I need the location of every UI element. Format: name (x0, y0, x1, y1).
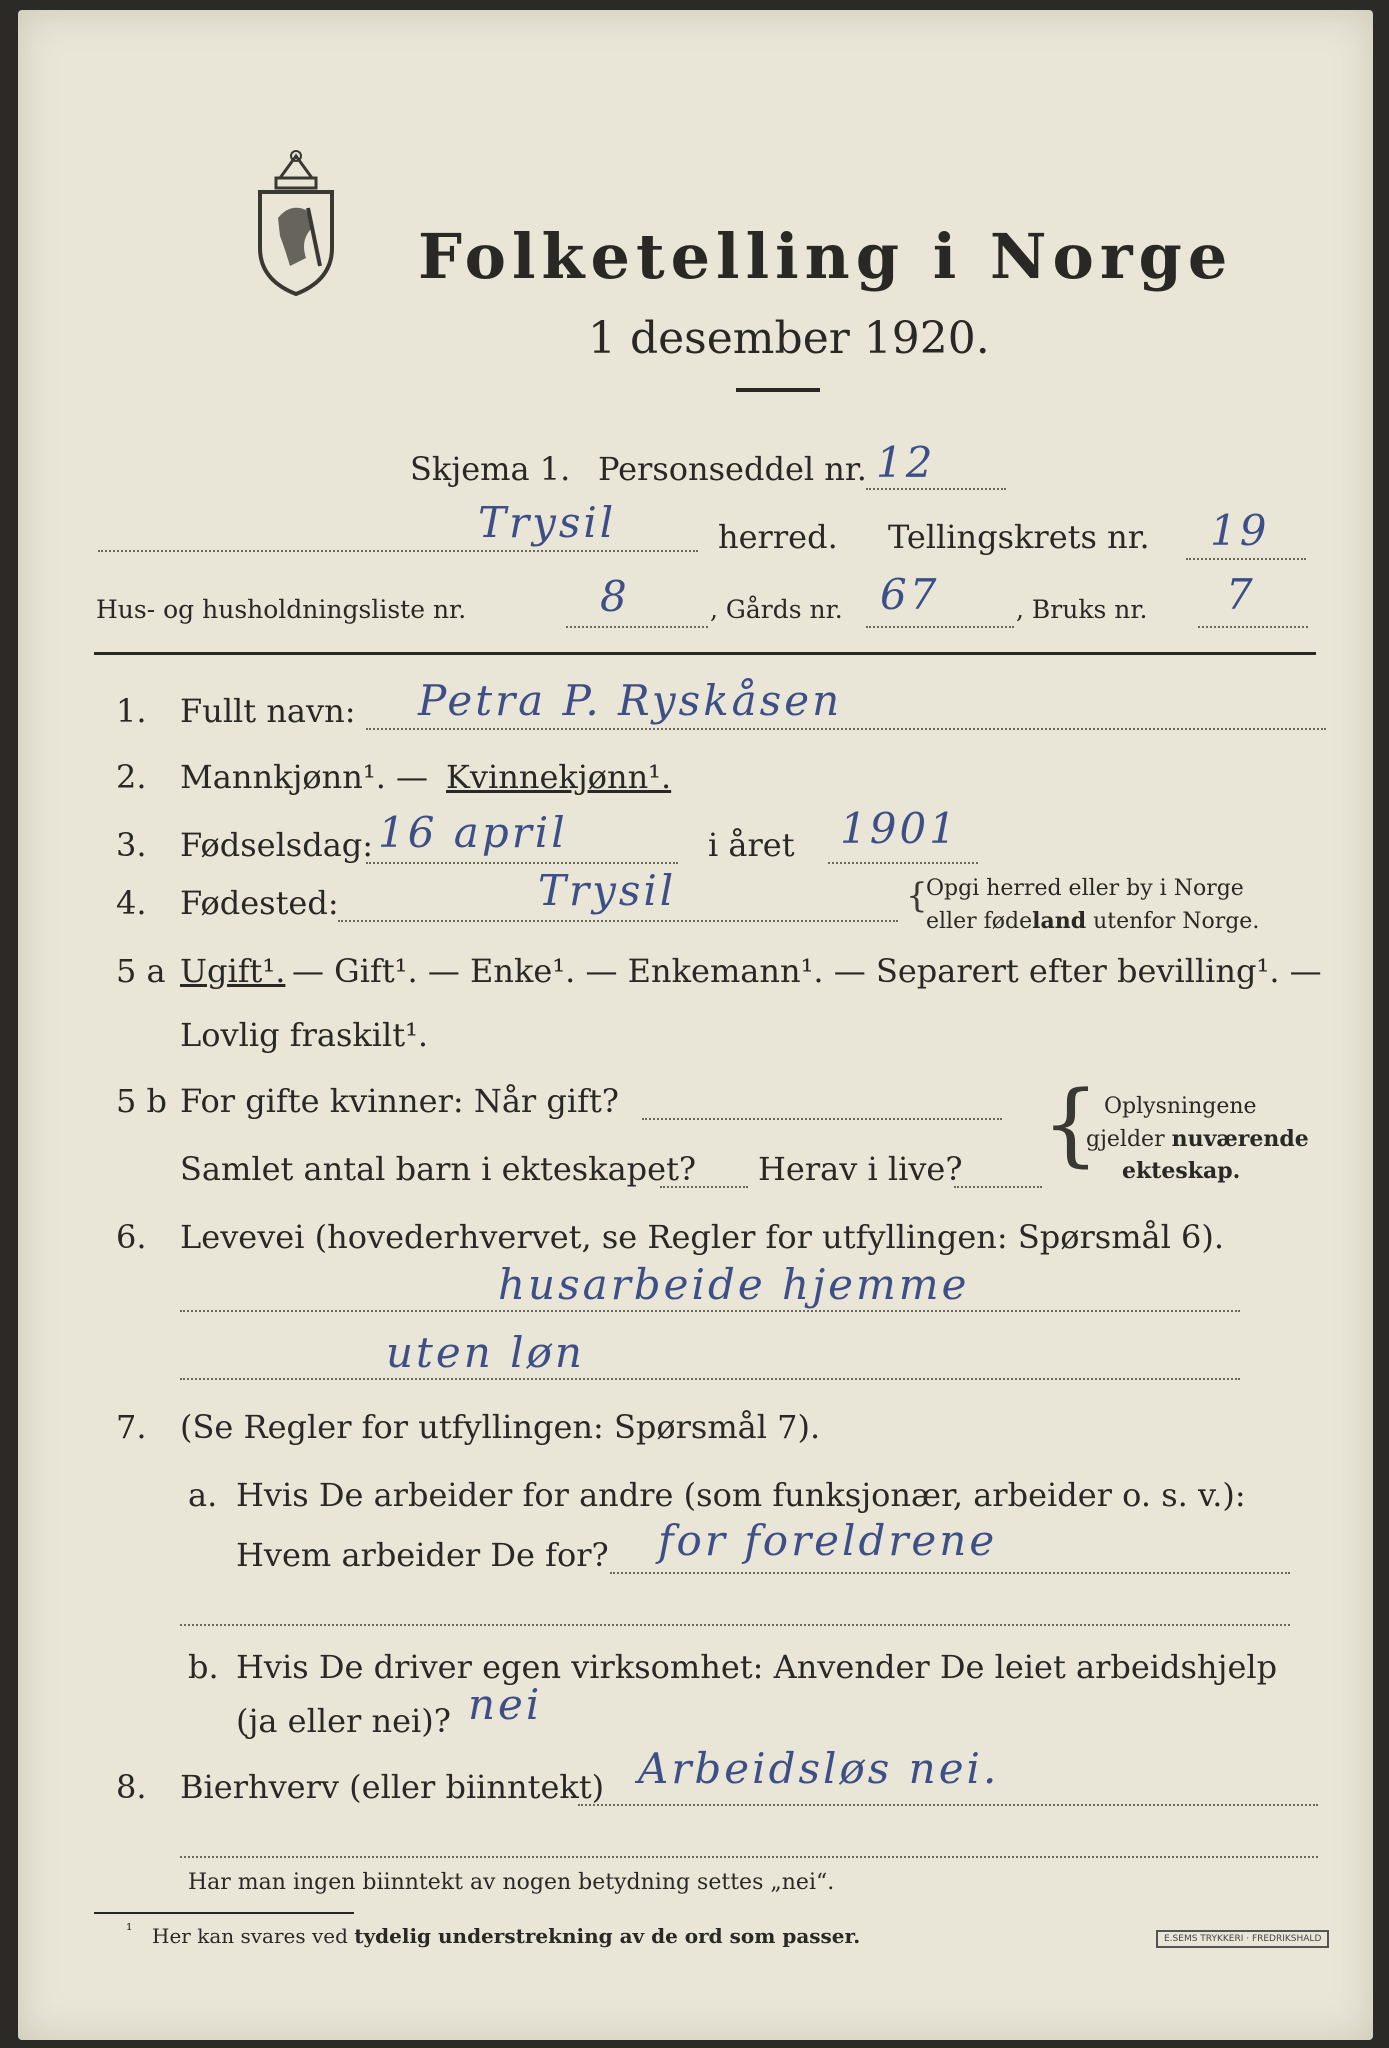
personseddel-value: 12 (876, 438, 936, 487)
q5a-option-ugift: Ugift¹. (180, 952, 286, 990)
q4-line (338, 920, 898, 922)
q5a-options: — Gift¹. — Enke¹. — Enkemann¹. — Separert efter bevilling¹. — (292, 952, 1322, 990)
q5b-note-line3: ekteskap. (1122, 1158, 1241, 1184)
tellingskrets-label: Tellingskrets nr. (888, 518, 1150, 556)
personseddel-line (866, 488, 1006, 490)
q3-year-value: 1901 (840, 804, 959, 853)
q3-year-label: i året (708, 826, 795, 864)
q6-line1 (180, 1310, 1240, 1312)
q5b-line (642, 1118, 1002, 1120)
header-rule (94, 652, 1316, 655)
personseddel-label: Personseddel nr. (598, 450, 867, 488)
q5b-brace: { (1042, 1072, 1100, 1177)
q3-line (366, 862, 678, 864)
gards-value: 67 (880, 570, 940, 619)
q7-number: 7. (116, 1408, 147, 1446)
q5b-number: 5 b (116, 1082, 168, 1120)
gards-line (866, 626, 1014, 628)
q3-value: 16 april (378, 808, 568, 857)
q5b-label: For gifte kvinner: Når gift? (180, 1082, 619, 1120)
census-form (18, 10, 1373, 2040)
biinntekt-note: Har man ingen biinntekt av nogen betydning settes „nei“. (188, 1870, 835, 1895)
q6-value-line2: uten løn (386, 1328, 585, 1377)
q2-option-female: Kvinnekjønn¹. (446, 758, 672, 796)
q3-label: Fødselsdag: (180, 826, 374, 864)
q6-line2 (180, 1378, 1240, 1380)
q6-value-line1: husarbeide hjemme (498, 1260, 970, 1309)
q1-value: Petra P. Ryskåsen (418, 676, 843, 725)
q5b-children-line (660, 1186, 748, 1188)
q4-number: 4. (116, 884, 147, 922)
bruks-label: , Bruks nr. (1016, 595, 1148, 624)
q4-label: Fødested: (180, 884, 339, 922)
footnote-rule (94, 1912, 354, 1914)
title-divider (736, 388, 820, 392)
skjema-label: Skjema 1. (410, 450, 571, 488)
q1-number: 1. (116, 692, 147, 730)
herred-line (98, 550, 698, 552)
q7a-who-label: Hvem arbeider De for? (236, 1536, 609, 1574)
q7-label: (Se Regler for utfyllingen: Spørsmål 7). (180, 1408, 821, 1446)
footnote-marker: ¹ (126, 1920, 133, 1939)
form-title: Folketelling i Norge (418, 220, 1234, 293)
q5a-number: 5 a (116, 952, 166, 990)
q8-label: Bierhverv (eller biinntekt) (180, 1768, 605, 1806)
q7a-number: a. (188, 1476, 218, 1514)
tellingskrets-value: 19 (1210, 506, 1270, 555)
bruks-value: 7 (1226, 570, 1256, 619)
hus-value: 8 (600, 572, 630, 621)
bruks-line (1198, 626, 1308, 628)
q4-value: Trysil (538, 866, 677, 915)
q8-number: 8. (116, 1768, 147, 1806)
herred-label: herred. (718, 518, 838, 556)
q7b-value: nei (468, 1680, 543, 1729)
q5b-alive-line (954, 1186, 1042, 1188)
q7a-line2 (180, 1624, 1290, 1626)
form-date: 1 desember 1920. (588, 313, 990, 364)
q1-line (366, 728, 1326, 730)
footnote-text: Her kan svares ved tydelig understrekning av de ord som passer. (152, 1924, 861, 1948)
q3-year-line (828, 862, 978, 864)
q5a-option-fraskilt: Lovlig fraskilt¹. (180, 1016, 429, 1054)
q4-brace: { (906, 876, 928, 916)
hus-line (566, 626, 708, 628)
q2-option-male: Mannkjønn¹. — (180, 758, 429, 796)
hus-label: Hus- og husholdningsliste nr. (96, 595, 467, 624)
q6-label: Levevei (hovederhvervet, se Regler for utfyllingen: Spørsmål 6). (180, 1218, 1225, 1256)
q4-note-line2: eller fødeland utenfor Norge. (926, 908, 1260, 934)
q4-note-line1: Opgi herred eller by i Norge (926, 876, 1244, 901)
q7b-label: Hvis De driver egen virksomhet: Anvender De leiet arbeidshjelp (236, 1648, 1278, 1686)
gards-label: , Gårds nr. (710, 595, 843, 624)
q8-line2 (180, 1856, 1318, 1858)
q2-number: 2. (116, 758, 147, 796)
q7a-label: Hvis De arbeider for andre (som funksjonær, arbeider o. s. v.): (236, 1476, 1246, 1514)
q5b-children-label: Samlet antal barn i ekteskapet? (180, 1150, 697, 1188)
q8-value: Arbeidsløs nei. (638, 1744, 1000, 1793)
q5b-note-line2: gjelder nuværende (1086, 1126, 1309, 1152)
q7a-line1 (610, 1572, 1290, 1574)
q8-line1 (578, 1804, 1318, 1806)
q5b-alive-label: Herav i live? (758, 1150, 963, 1188)
printer-stamp: E.SEMS TRYKKERI · FREDRIKSHALD (1156, 1930, 1329, 1948)
q3-number: 3. (116, 826, 147, 864)
q1-label: Fullt navn: (180, 692, 356, 730)
q7b-yesno-label: (ja eller nei)? (236, 1702, 451, 1740)
q6-number: 6. (116, 1218, 147, 1256)
q7a-value: for foreldrene (658, 1516, 998, 1565)
herred-value: Trysil (478, 498, 617, 547)
coat-of-arms-icon (250, 148, 342, 298)
q5b-note-line1: Oplysningene (1104, 1094, 1257, 1119)
q7b-number: b. (188, 1648, 219, 1686)
tellingskrets-line (1186, 558, 1306, 560)
